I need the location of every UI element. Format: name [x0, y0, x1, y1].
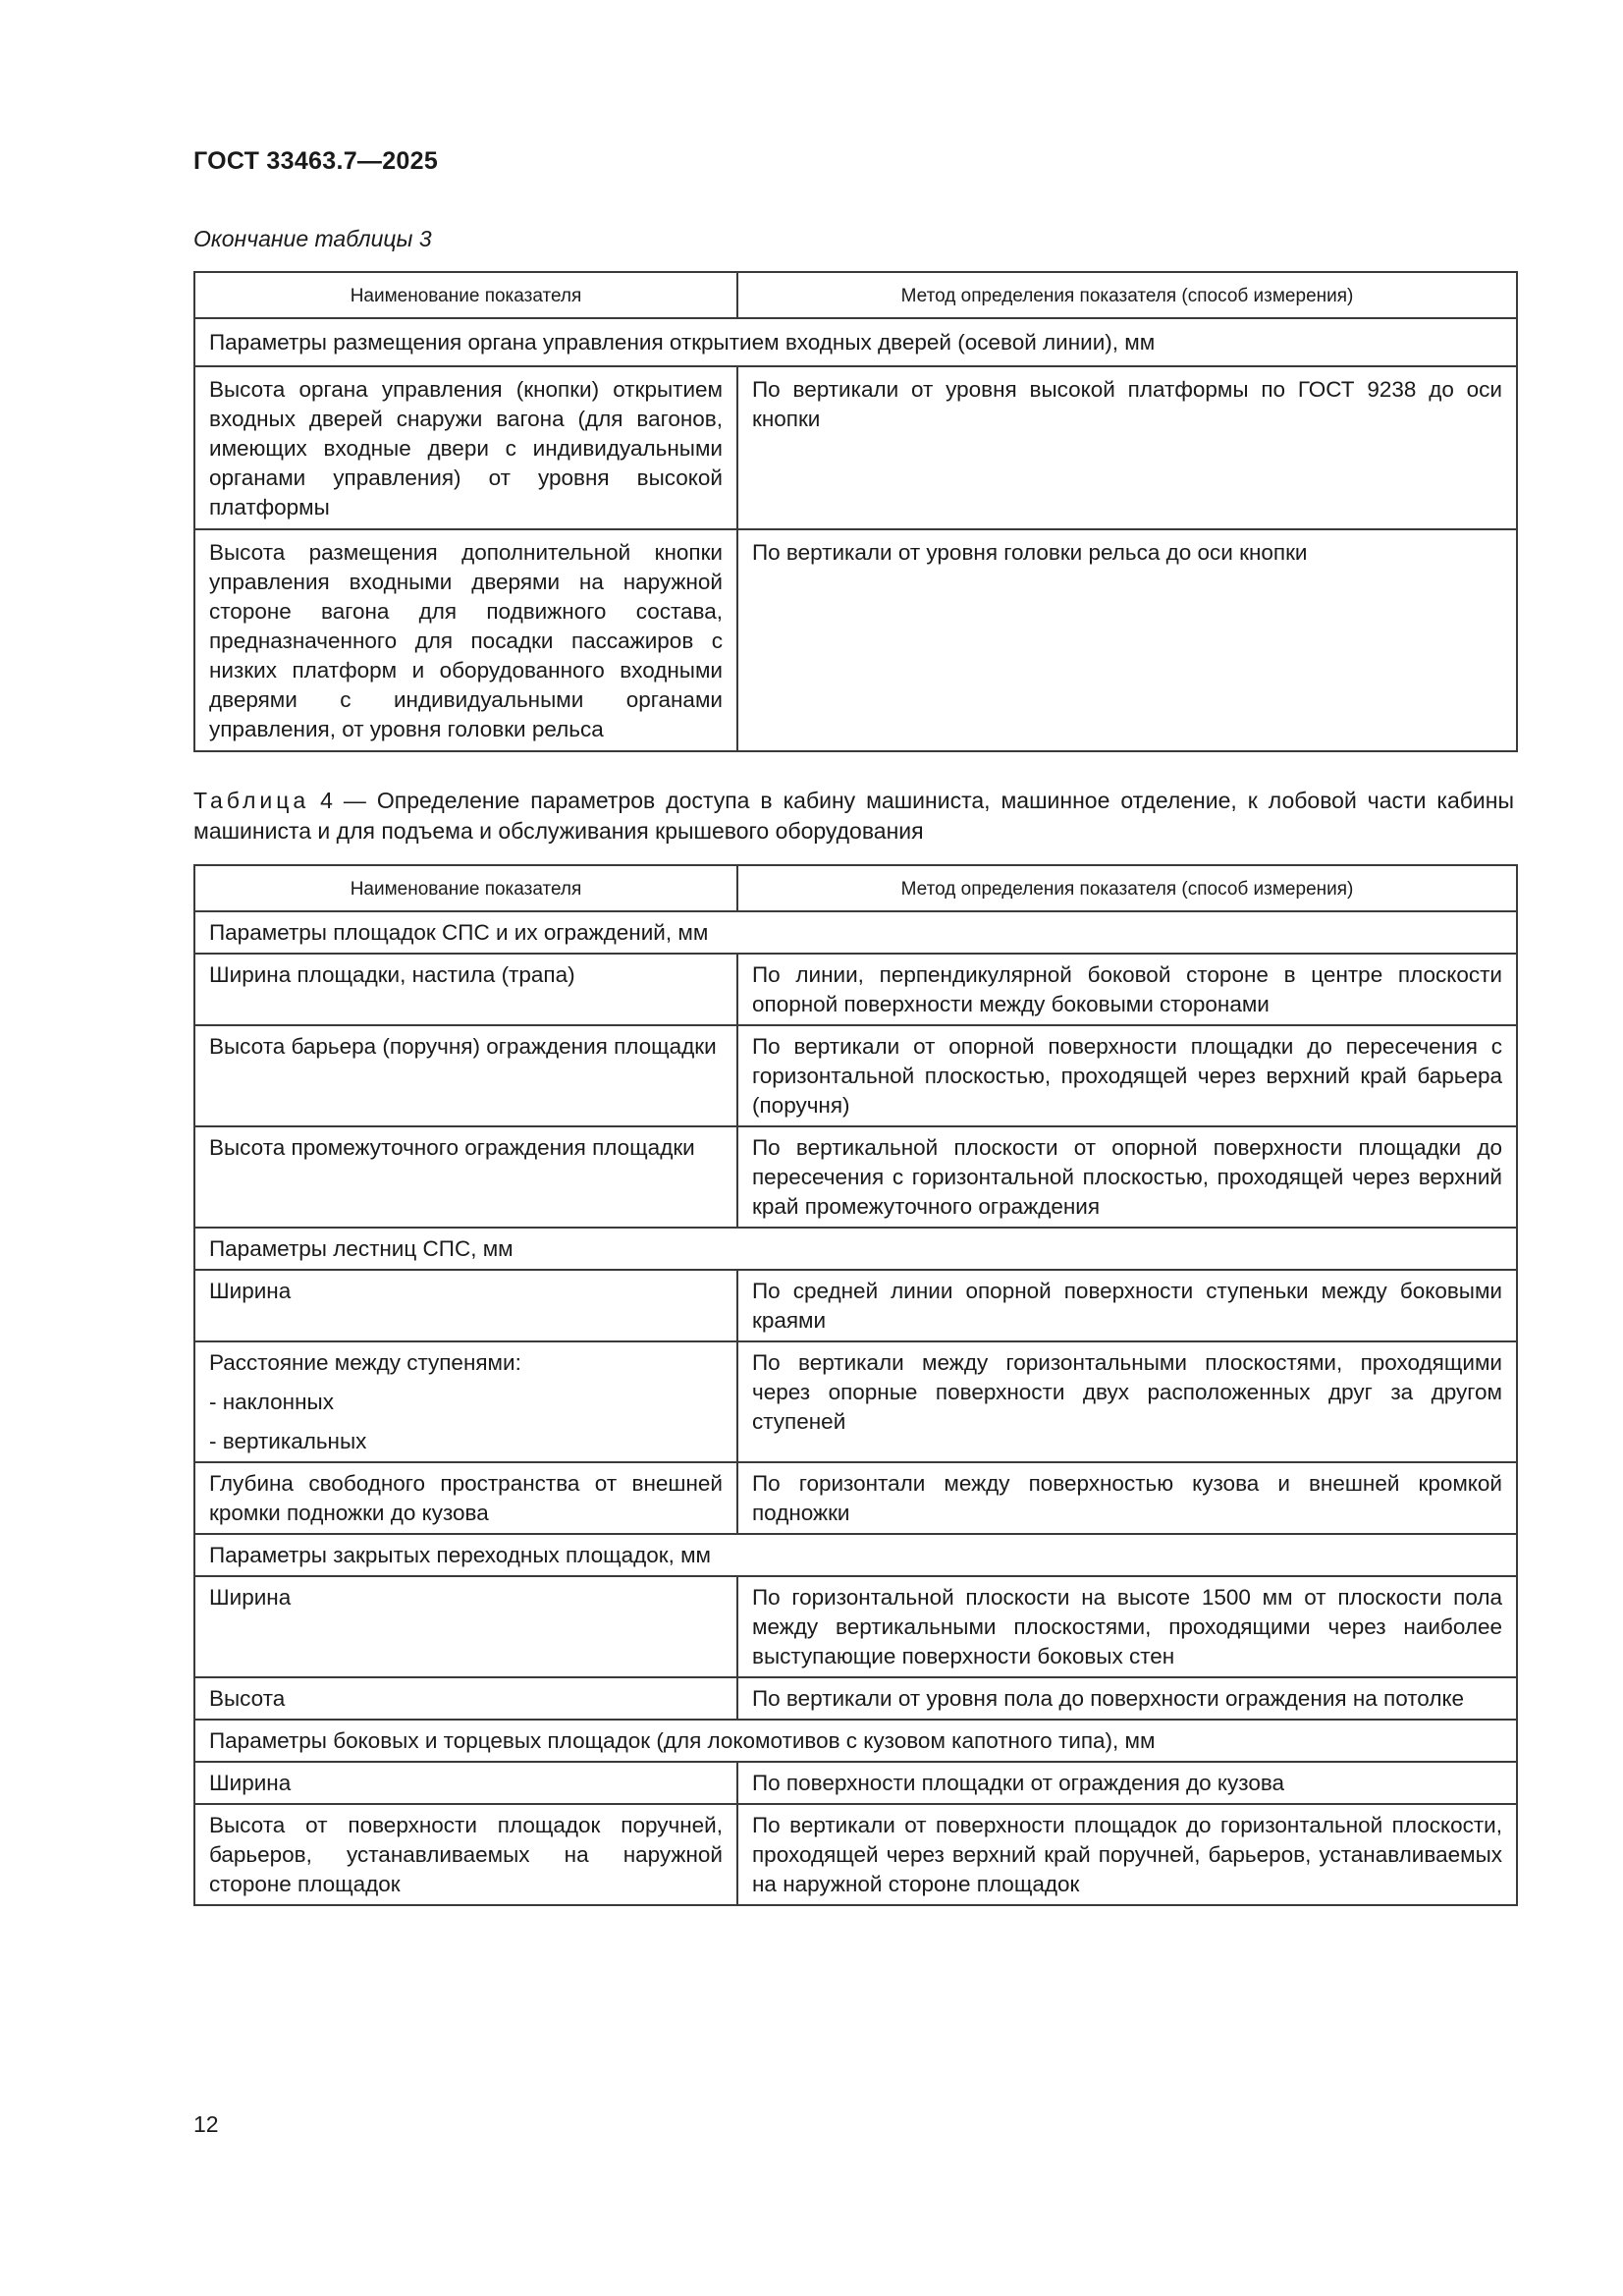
section-title: Параметры площадок СПС и их ограждений, мм: [194, 911, 1517, 954]
method-cell: По вертикальной плоскости от опорной поверхности площадки до пересечения с горизонтальной плоскостью, проходящей через верхний край промежуточного ограждения: [737, 1126, 1517, 1228]
table-row: [194, 1270, 1517, 1341]
table-row: [194, 1126, 1517, 1228]
column-header-method: Метод определения показателя (способ измерения): [737, 272, 1517, 318]
section-title: Параметры закрытых переходных площадок, мм: [194, 1534, 1517, 1576]
indicator-cell: Высота: [194, 1677, 737, 1720]
table-row: [194, 1341, 1517, 1462]
indicator-cell: Высота размещения дополнительной кнопки управления входными дверями на наружной стороне вагона для подвижного состава, предназначенного для посадки пассажиров с низких платформ и оборудованного входными дверями с индивидуальными органами управления, от уровня головки рельса: [194, 529, 737, 751]
page-number: 12: [193, 2111, 219, 2137]
table-section-row: [194, 318, 1517, 366]
method-cell: По линии, перпендикулярной боковой стороне в центре плоскости опорной поверхности между боковыми сторонами: [737, 954, 1517, 1025]
method-cell: По вертикали от уровня головки рельса до оси кнопки: [737, 529, 1517, 751]
table3-continuation-caption: Окончание таблицы 3: [193, 226, 432, 251]
table-row: [194, 1576, 1517, 1677]
table4-caption-text: 4 — Определение параметров доступа в кабину машиниста, машинное отделение, к лобовой части кабины машиниста и для подъема и обслуживания крышевого оборудования: [193, 788, 1514, 844]
table-section-row: [194, 1534, 1517, 1576]
table-header-row: [194, 272, 1517, 318]
table-section-row: [194, 1228, 1517, 1270]
indicator-cell: Глубина свободного пространства от внешней кромки подножки до кузова: [194, 1462, 737, 1534]
indicator-cell: Высота органа управления (кнопки) открытием входных дверей снаружи вагона (для вагонов, имеющих входные двери с индивидуальными органами управления) от уровня высокой платформы: [194, 366, 737, 529]
indicator-cell: Высота промежуточного ограждения площадки: [194, 1126, 737, 1228]
column-header-indicator: Наименование показателя: [194, 865, 737, 911]
table-row: [194, 1462, 1517, 1534]
table-section-row: [194, 1720, 1517, 1762]
table-header-row: [194, 865, 1517, 911]
section-title: Параметры размещения органа управления открытием входных дверей (осевой линии), мм: [194, 318, 1517, 366]
table-3: [193, 271, 1518, 752]
list-item: - вертикальных: [209, 1429, 367, 1453]
column-header-method: Метод определения показателя (способ измерения): [737, 865, 1517, 911]
method-cell: По средней линии опорной поверхности ступеньки между боковыми краями: [737, 1270, 1517, 1341]
table-row: [194, 1677, 1517, 1720]
indicator-cell: Высота от поверхности площадок поручней, барьеров, устанавливаемых на наружной стороне площадок: [194, 1804, 737, 1905]
section-title: Параметры лестниц СПС, мм: [194, 1228, 1517, 1270]
document-code-header: ГОСТ 33463.7—2025: [193, 147, 439, 175]
list-item: - наклонных: [209, 1390, 334, 1414]
table-row: [194, 366, 1517, 529]
table-4: [193, 864, 1518, 1906]
table-row: [194, 954, 1517, 1025]
method-cell: По вертикали от уровня высокой платформы по ГОСТ 9238 до оси кнопки: [737, 366, 1517, 529]
section-title: Параметры боковых и торцевых площадок (для локомотивов с кузовом капотного типа), мм: [194, 1720, 1517, 1762]
table-row: [194, 1804, 1517, 1905]
table4-caption-label: Таблица: [193, 788, 310, 813]
table-row: [194, 1762, 1517, 1804]
method-cell: По горизонтальной плоскости на высоте 1500 мм от плоскости пола между вертикальными плоскостями, проходящими через наиболее выступающие поверхности боковых стен: [737, 1576, 1517, 1677]
indicator-cell: Ширина: [194, 1270, 737, 1341]
method-cell: По вертикали от опорной поверхности площадки до пересечения с горизонтальной плоскостью, проходящей через верхний край барьера (поручня): [737, 1025, 1517, 1126]
table-row: [194, 529, 1517, 751]
method-cell: По поверхности площадки от ограждения до кузова: [737, 1762, 1517, 1804]
method-cell: По вертикали от поверхности площадок до горизонтальной плоскости, проходящей через верхний край поручней, барьеров, устанавливаемых на наружной стороне площадок: [737, 1804, 1517, 1905]
indicator-cell: Ширина: [194, 1762, 737, 1804]
indicator-cell: [194, 1341, 737, 1462]
method-cell: По вертикали между горизонтальными плоскостями, проходящими через опорные поверхности двух расположенных друг за другом ступеней: [737, 1341, 1517, 1462]
method-cell: По вертикали от уровня пола до поверхности ограждения на потолке: [737, 1677, 1517, 1720]
indicator-cell: Ширина площадки, настила (трапа): [194, 954, 737, 1025]
indicator-cell: Высота барьера (поручня) ограждения площадки: [194, 1025, 737, 1126]
indicator-text: Расстояние между ступенями:: [209, 1350, 521, 1375]
method-cell: По горизонтали между поверхностью кузова и внешней кромкой подножки: [737, 1462, 1517, 1534]
column-header-indicator: Наименование показателя: [194, 272, 737, 318]
table4-caption: [193, 786, 1514, 847]
table-row: [194, 1025, 1517, 1126]
indicator-cell: Ширина: [194, 1576, 737, 1677]
table-section-row: [194, 911, 1517, 954]
